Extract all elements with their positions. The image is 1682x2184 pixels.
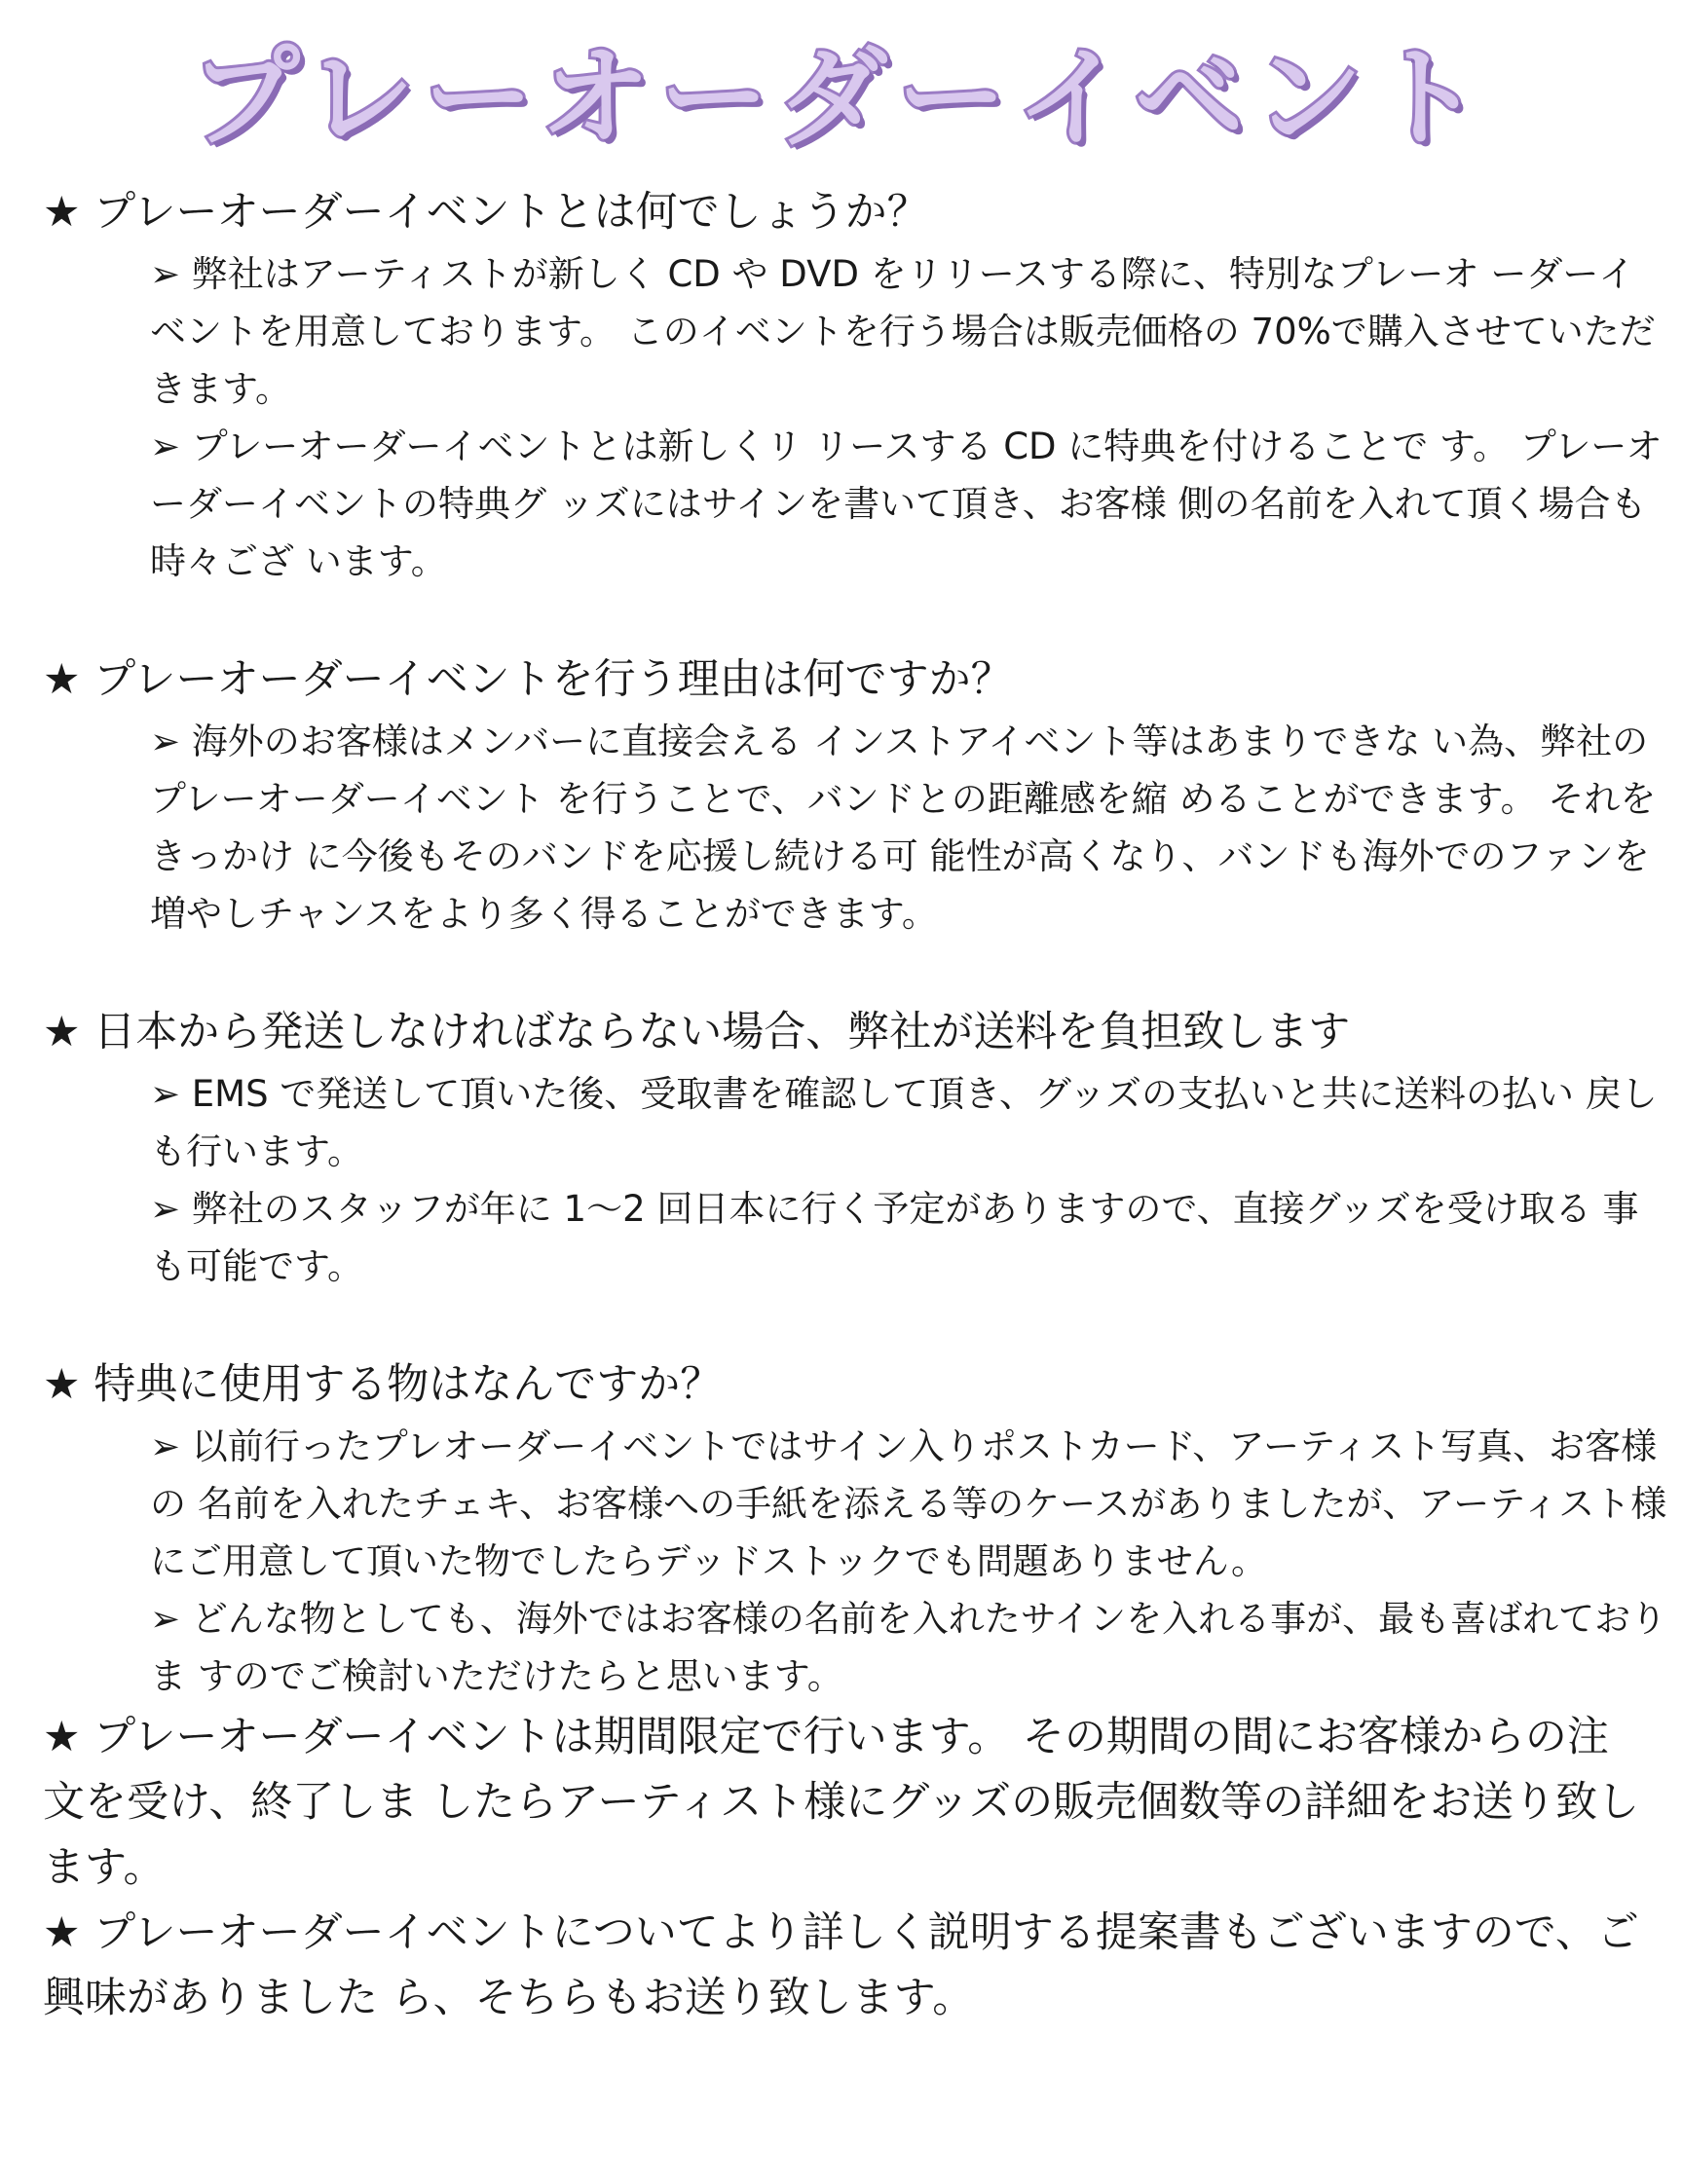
bullet-list	[150, 245, 1669, 590]
section-heading: ★ プレーオーダーイベントを行う理由は何ですか？	[43, 655, 1013, 704]
bullet-item: ➢ 弊社はアーティストが新しく CD や DVD をリリースする際に、特別なプレーオ ーダーイベントを用意しております。 このイベントを行う場合は販売価格の 70%で購入させていただきます。	[150, 253, 1656, 410]
section-what-is-event	[43, 183, 1663, 590]
bullet-item: ➢ 弊社のスタッフが年に 1～2 回日本に行く予定がありますので、直接グッズを受け取る 事も可能です。	[150, 1188, 1639, 1287]
bullet-item: ➢ EMS で発送して頂いた後、受取書を確認して頂き、グッズの支払いと共に送料の払い 戻しも行います。	[150, 1073, 1658, 1172]
page-title: プレーオーダーイベント	[190, 35, 1492, 162]
proposal-paragraph: ★ プレーオーダーイベントについてより詳しく説明する提案書もございますので、ご興味がありました ら、そちらもお送り致します。	[43, 1908, 1639, 2022]
bullet-list	[150, 713, 1669, 943]
section-heading: ★ プレーオーダーイベントとは何でしょうか？	[43, 188, 929, 237]
bullet-list	[150, 1065, 1669, 1295]
section-heading: ★ 日本から発送しなければならない場合、弊社が送料を負担致します	[43, 1008, 1351, 1056]
section-shipping	[43, 1003, 1658, 1295]
bullet-item: ➢ 海外のお客様はメンバーに直接会える インストアイベント等はあまりできな い為、弊社のプレーオーダーイベント を行うことで、バンドとの距離感を縮 めることができます。 それをきっかけ に今後もそのバンドを応援し続ける可 能性が高くなり、バンドも海外でのファンを増やしチャンスをより多く得ることができます。	[150, 721, 1657, 935]
document-body	[43, 183, 1667, 2031]
bullet-item: ➢ 以前行ったプレオーダーイベントではサイン入りポストカード、アーティスト写真、お客様の 名前を入れたチェキ、お客様への手紙を添える等のケースがありましたが、アーティスト様にご用意して頂いた物でしたらデッドストックでも問題ありません。	[150, 1425, 1667, 1582]
section-heading: ★ 特典に使用する物はなんですか？	[43, 1360, 723, 1409]
bullet-item: ➢ プレーオーダーイベントとは新しくリ リースする CD に特典を付けることで す。 プレーオーダーイベントの特典グ ッズにはサインを書いて頂き、お客様 側の名前を入れて頂く場合も時々ござ います。	[150, 426, 1663, 582]
bullet-item: ➢ どんな物としても、海外ではお客様の名前を入れたサインを入れる事が、最も喜ばれておりま すのでご検討いただけたらと思います。	[150, 1598, 1667, 1697]
section-bonus-items	[43, 1355, 1667, 1705]
section-reason	[43, 650, 1657, 943]
limited-period-paragraph: ★ プレーオーダーイベントは期間限定で行います。 その期間の間にお客様からの注文を受け、終了しま したらアーティスト様にグッズの販売個数等の詳細をお送り致します。	[43, 1713, 1640, 1892]
bullet-list	[150, 1418, 1669, 1705]
